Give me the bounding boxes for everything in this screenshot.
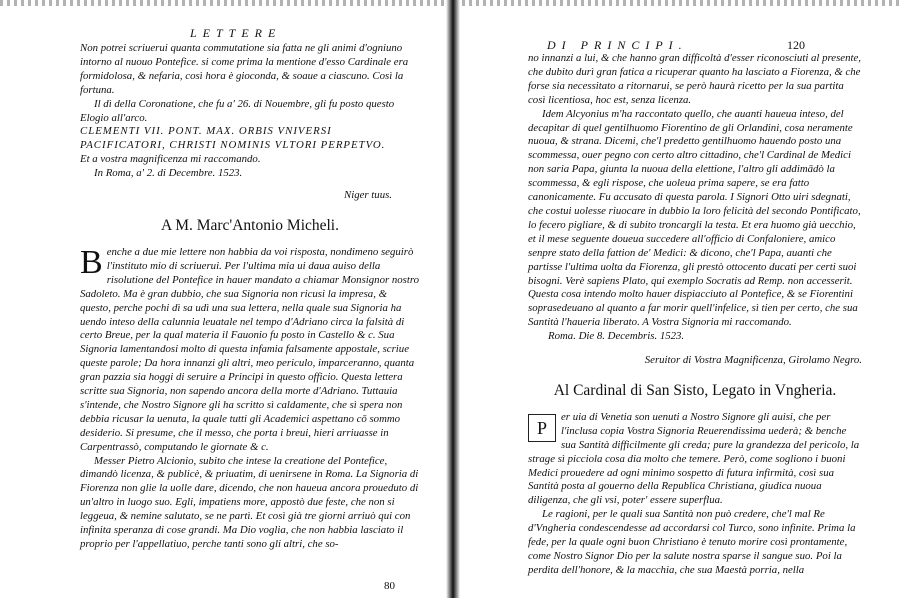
paragraph: no innanzi a lui, & che hanno gran difficoltà d'esser riconosciuti al presente, che dubito durì gran fatica a ricuperar quanto ha lasciato a Fiorenza, & che forse sia necessitato a ritornarui, se però haurà ricetto per la sua partita così licentiosa, hoc est, senza licenza. bbox=[528, 52, 861, 106]
decorated-initial: P bbox=[528, 414, 556, 442]
paragraph: Il dì della Coronatione, che fu a' 26. di Nouembre, gli fu posto questo Elogio all'arco. bbox=[80, 97, 395, 124]
running-head: LETTERE bbox=[190, 26, 282, 40]
drop-cap: B bbox=[80, 243, 103, 281]
letter-heading: Al Cardinal di San Sisto, Legato in Vngheria. bbox=[553, 381, 837, 399]
date-line: In Roma, a' 2. di Decembre. 1523. bbox=[94, 167, 243, 180]
closing-line: Et a vostra magnificenza mi raccomando. bbox=[80, 153, 261, 166]
elogio-inscription: CLEMENTI VII. PONT. MAX. ORBIS VNIVERSI PACIFICATORI, CHRISTI NOMINIS VLTORI PERPETVO. bbox=[80, 125, 386, 152]
paragraph: enche a due mie lettere non habbia da voi risposta, nondimeno seguirò l'instituto mio di scriuerui. Per l'ultima mia ui daua auiso della risolutione del Pontefice in hauer mandato a chiamar Monsignor nostro Sadoleto. Ma è gran dubbio, che sua Signoria non ricusi la impresa, & questo, perche pochi dì sa udì una sua lettera, nella quale sua Signoria ha uendo inteso della calunnia leuatale nel tempo d'Adriano circa la falsità di certo Breue, per la qual materia il Fauonio fu posto in Castello & c. Sua Signoria lamentandosi molto di questa infamia falsamente appostale, scriue queste parole; Da hora innanzi gli altri, meo periculo, imparceranno, quanta gran pazzia sia hoggi di seruire a Principi in questo officio. Questa lettera scritte sua Signoria, non sapendo ancora della morte d'Adriano. Tuttauia s'intende, che Nostro Signore gli ha scritto sì caldamente, che sì spera non debbia ricusar la uenuta, la quale tutti gli Academici aspettano cō sommo desiderio. Si presume, che il messo, che porta i breui, hieri arriuasse in Carpentrassò, computando le giornate & c. bbox=[80, 245, 420, 453]
folio: 120 bbox=[787, 38, 805, 52]
folio: 80 bbox=[384, 580, 395, 592]
letter-heading: A M. Marc'Antonio Micheli. bbox=[160, 216, 339, 234]
paragraph: er uia di Venetia son uenuti a Nostro Signore gli auisi, che per l'inclusa copia Vostra Signoria Reuerendissima uederà; & benche sua Santità difficilmente gli creda; pure la grandezza del pericolo, la strage sì picciola cosa dia molto che temere. Però, come sogliono i buoni Medici prouedere ad ogni minimo sospetto di futura infirmità, così sua Santità posta al gouerno della Republica Christiana, giudica nuoua diligenza, che gli vsi, poter' essere superflua. bbox=[528, 410, 860, 507]
running-head: DI PRINCIPI. bbox=[547, 38, 688, 52]
date-line: Roma. Die 8. Decembris. 1523. bbox=[548, 330, 685, 343]
paragraph: Idem Alcyonius m'ha raccontato quello, che auanti haueua inteso, del decapitar di quel gentilhuomo Fiorentino de gli Orlandini, cosa neramente nuoua, & strana. Dicemi, che'l predetto gentilhuomo hauendo posto una scommessa, ouer pegno con certo altro cittadino, che'l Cardinal de Medici non saria Papa, giunta la nuoua della elettione, l'altro gli addimādò la scommessa, & egli rispose, che uoleua prima sapere, se era fatto canonicamente. Fu accusato di questa parola. I Signori Otto uiri sdegnati, che costui uolesse riuocare in dubbio la loro felicità del secondo Pontificato, lo fecero pigliare, & di subito troncargli la testa. Et era huomo già uecchio, et il mese seguente doueua succedere all'officio di Confaloniere, amico senpre stato della fattion de' Medici: & dicono, che'l Papa, auanti che partisse l'ultima uolta da Fiorenza, gli prestò ottocento ducati per certi suoi bisogni. Verè sapiens Plato, qui exemplo Socratis ad Remp. non accesserit. Questa cosa intendo molto hauer dispiacciuto al Pontefice, & se Fiorentini soprasedeuano al quanto a far morir quell'infelice, sì tien per certo, che sua Santità l'haueria liberato. A Vostra Signoria mi raccomando. bbox=[528, 107, 861, 329]
paragraph: Non potrei scriuerui quanta commutatione sia fatta ne gli animi d'ogniuno intorno al nuouo Pontefice. si come prima la mentione d'esso Cardinale era formidolosa, & nefaria, così hora è gioconda, & soaue a ciascuno. Così la fortuna. bbox=[80, 42, 409, 96]
letter-body bbox=[80, 243, 420, 455]
right-text-column bbox=[528, 52, 862, 578]
letter-body bbox=[528, 411, 862, 508]
signature: Seruitor di Vostra Magnificenza, Girolamo Negro. bbox=[644, 354, 862, 367]
paragraph: Le ragioni, per le quali sua Santità non può credere, che'l mal Re d'Vngheria condescendesse ad accordarsi col Turco, sono infinite. Prima la fede, per la quale ogni buon Christiano è tenuto morire così prontamente, come Nostro Signor Dio per la salute nostra sparse il sangue suo. Poi la perdita dell'honore, & la macchia, che sua Maestà porria, nella bbox=[528, 508, 856, 576]
right-page bbox=[452, 0, 900, 598]
paragraph: Messer Pietro Alcionio, subito che intese la creatione del Pontefice, dimandò licenza, & publicè, & priuatim, di uenirsene in Roma. La Signoria di Fiorenza non glie la uolle dare, dicendo, che non haueua ancora proueduto di un'altro in luogo suo. Egli, impatiens more, appostò due feste, che non si leggeua, & nemine salutato, se ne partì. Et così già tre giorni arriuò qui con infinita speranza di cose grandi. Ma Dio voglia, che non habbia lasciato il proprio per l'appellatiuo, perche tanti sono gli altri, che so- bbox=[80, 454, 419, 550]
left-text-column bbox=[80, 42, 420, 552]
signature: Niger tuus. bbox=[344, 189, 392, 202]
